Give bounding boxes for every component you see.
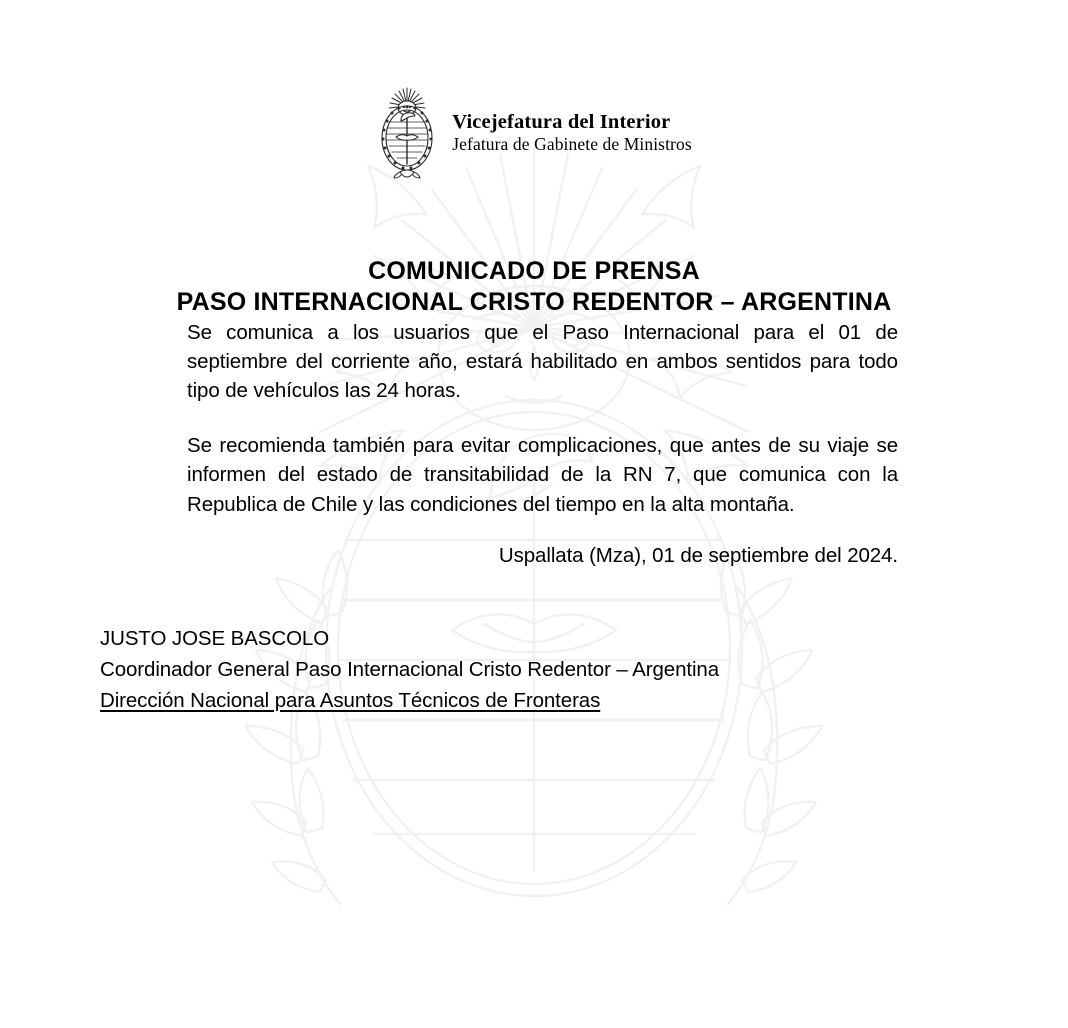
place-and-date: Uspallata (Mza), 01 de septiembre del 2024. — [498, 544, 898, 567]
signature-block — [100, 624, 719, 716]
paragraph-2: Se recomienda también para evitar complicaciones, que antes de su viaje se informen del estado de transitabilidad de la RN 7, que comunica con la Republica de Chile y las condiciones del tiempo en la alta montaña. — [187, 434, 898, 516]
parent-organization-name: Jefatura de Gabinete de Ministros — [452, 133, 692, 154]
paragraph-1: Se comunica a los usuarios que el Paso Internacional para el 01 de septiembre del corriente año, estará habilitado en ambos sentidos para todo tipo de vehículos las 24 horas. — [187, 321, 898, 403]
title-line-1: COMUNICADO DE PRENSA — [368, 256, 700, 285]
organization-name: Vicejefatura del Interior — [452, 110, 671, 133]
argentina-coat-of-arms-icon — [376, 82, 438, 182]
title-line-2: PASO INTERNACIONAL CRISTO REDENTOR – ARGENTINA — [176, 288, 892, 317]
letterhead-text — [452, 110, 691, 155]
page-title — [0, 256, 1068, 319]
signatory-office: Dirección Nacional para Asuntos Técnicos de Fronteras — [100, 688, 601, 712]
letterhead — [0, 82, 1068, 182]
signatory-name: JUSTO JOSE BASCOLO — [100, 627, 330, 650]
signatory-role: Coordinador General Paso Internacional Cristo Redentor – Argentina — [100, 657, 720, 681]
body-content — [187, 318, 898, 519]
